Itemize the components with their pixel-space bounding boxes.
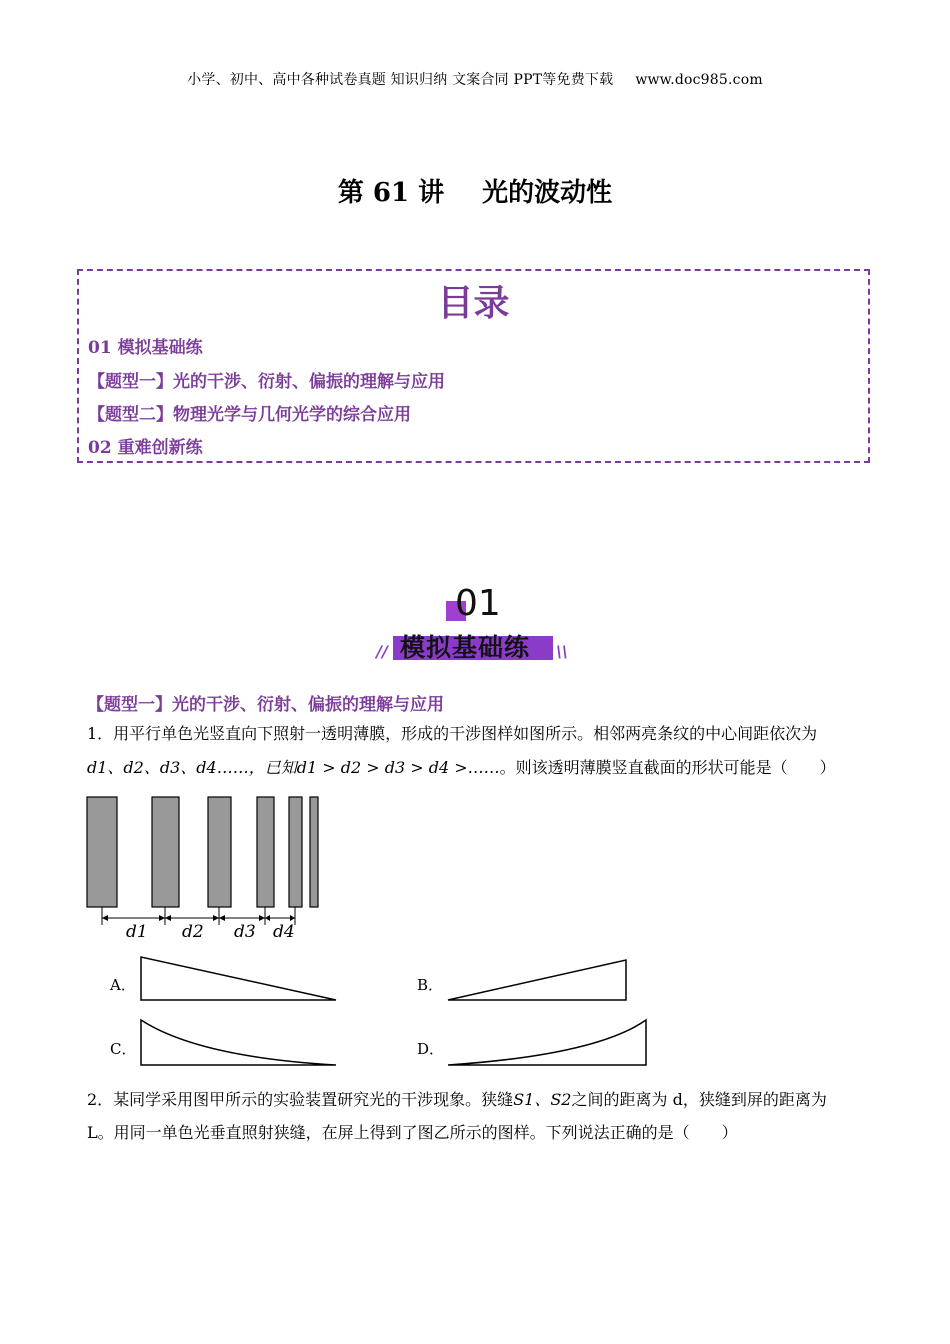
lecture-topic: 光的波动性	[482, 178, 613, 208]
q2-line1	[87, 1089, 857, 1111]
label-d2: d2	[182, 922, 204, 942]
fringe-bar	[152, 797, 179, 907]
table-of-contents	[77, 269, 870, 463]
toc-item-1[interactable]: 01 模拟基础练	[88, 338, 203, 358]
q1-line1: 1．用平行单色光竖直向下照射一透明薄膜，形成的干涉图样如图所示。相邻两亮条纹的中心间距依次为	[87, 724, 818, 743]
q2-slits: S1、S2	[513, 1090, 572, 1109]
header-url[interactable]: www.doc985.com	[635, 72, 763, 88]
option-d-shape[interactable]	[446, 1017, 650, 1069]
option-d-label[interactable]: D．	[417, 1040, 445, 1058]
fringe-bar	[208, 797, 231, 907]
option-a-label[interactable]: A．	[110, 976, 136, 994]
option-b-shape[interactable]	[446, 957, 630, 1005]
option-b-label[interactable]: B．	[417, 976, 444, 994]
toc-item-3[interactable]: 【题型二】物理光学与几何光学的综合应用	[88, 405, 411, 425]
q2-line2: L。用同一单色光垂直照射狭缝，在屏上得到了图乙所示的图样。下列说法正确的是（ ）	[87, 1123, 738, 1142]
q1-line2	[87, 757, 857, 779]
q1-condition: d1 > d2 > d3 > d4 >……	[296, 758, 500, 777]
label-d3: d3	[234, 922, 256, 942]
toc-heading: 目录	[437, 282, 510, 324]
label-d1: d1	[126, 922, 148, 942]
site-header	[0, 69, 950, 89]
toc-item-4[interactable]: 02 重难创新练	[88, 438, 203, 458]
document-title	[0, 172, 950, 209]
question-type-heading: 【题型一】光的干涉、衍射、偏振的理解与应用	[87, 695, 444, 715]
fringe-bar	[310, 797, 318, 907]
label-d4: d4	[273, 922, 295, 942]
option-c-shape[interactable]	[138, 1017, 340, 1069]
fringe-bar	[289, 797, 302, 907]
section-slash-right: \\	[556, 642, 568, 661]
q2-distance: 之间的距离为 d，狭缝到屏的距离为	[571, 1090, 827, 1109]
header-text: 小学、初中、高中各种试卷真题 知识归纳 文案合同 PPT等免费下载	[187, 72, 614, 88]
option-c-label[interactable]: C．	[110, 1040, 137, 1058]
fringe-bar	[257, 797, 274, 907]
section-slash-left: //	[376, 642, 388, 661]
q1-question: 。则该透明薄膜竖直截面的形状可能是（ ）	[499, 758, 836, 777]
q2-intro: 2．某同学采用图甲所示的实验装置研究光的干涉现象。狭缝	[87, 1090, 514, 1109]
toc-item-2[interactable]: 【题型一】光的干涉、衍射、偏振的理解与应用	[88, 372, 445, 392]
section-title: 模拟基础练	[400, 633, 531, 662]
fringe-bar	[87, 797, 117, 907]
q1-d-list: d1、d2、d3、d4……，已知	[87, 758, 297, 777]
lecture-number: 第 61 讲	[337, 178, 445, 208]
option-a-shape[interactable]	[138, 955, 340, 1005]
section-number: 01	[455, 583, 501, 624]
fringe-pattern-figure	[80, 790, 330, 950]
